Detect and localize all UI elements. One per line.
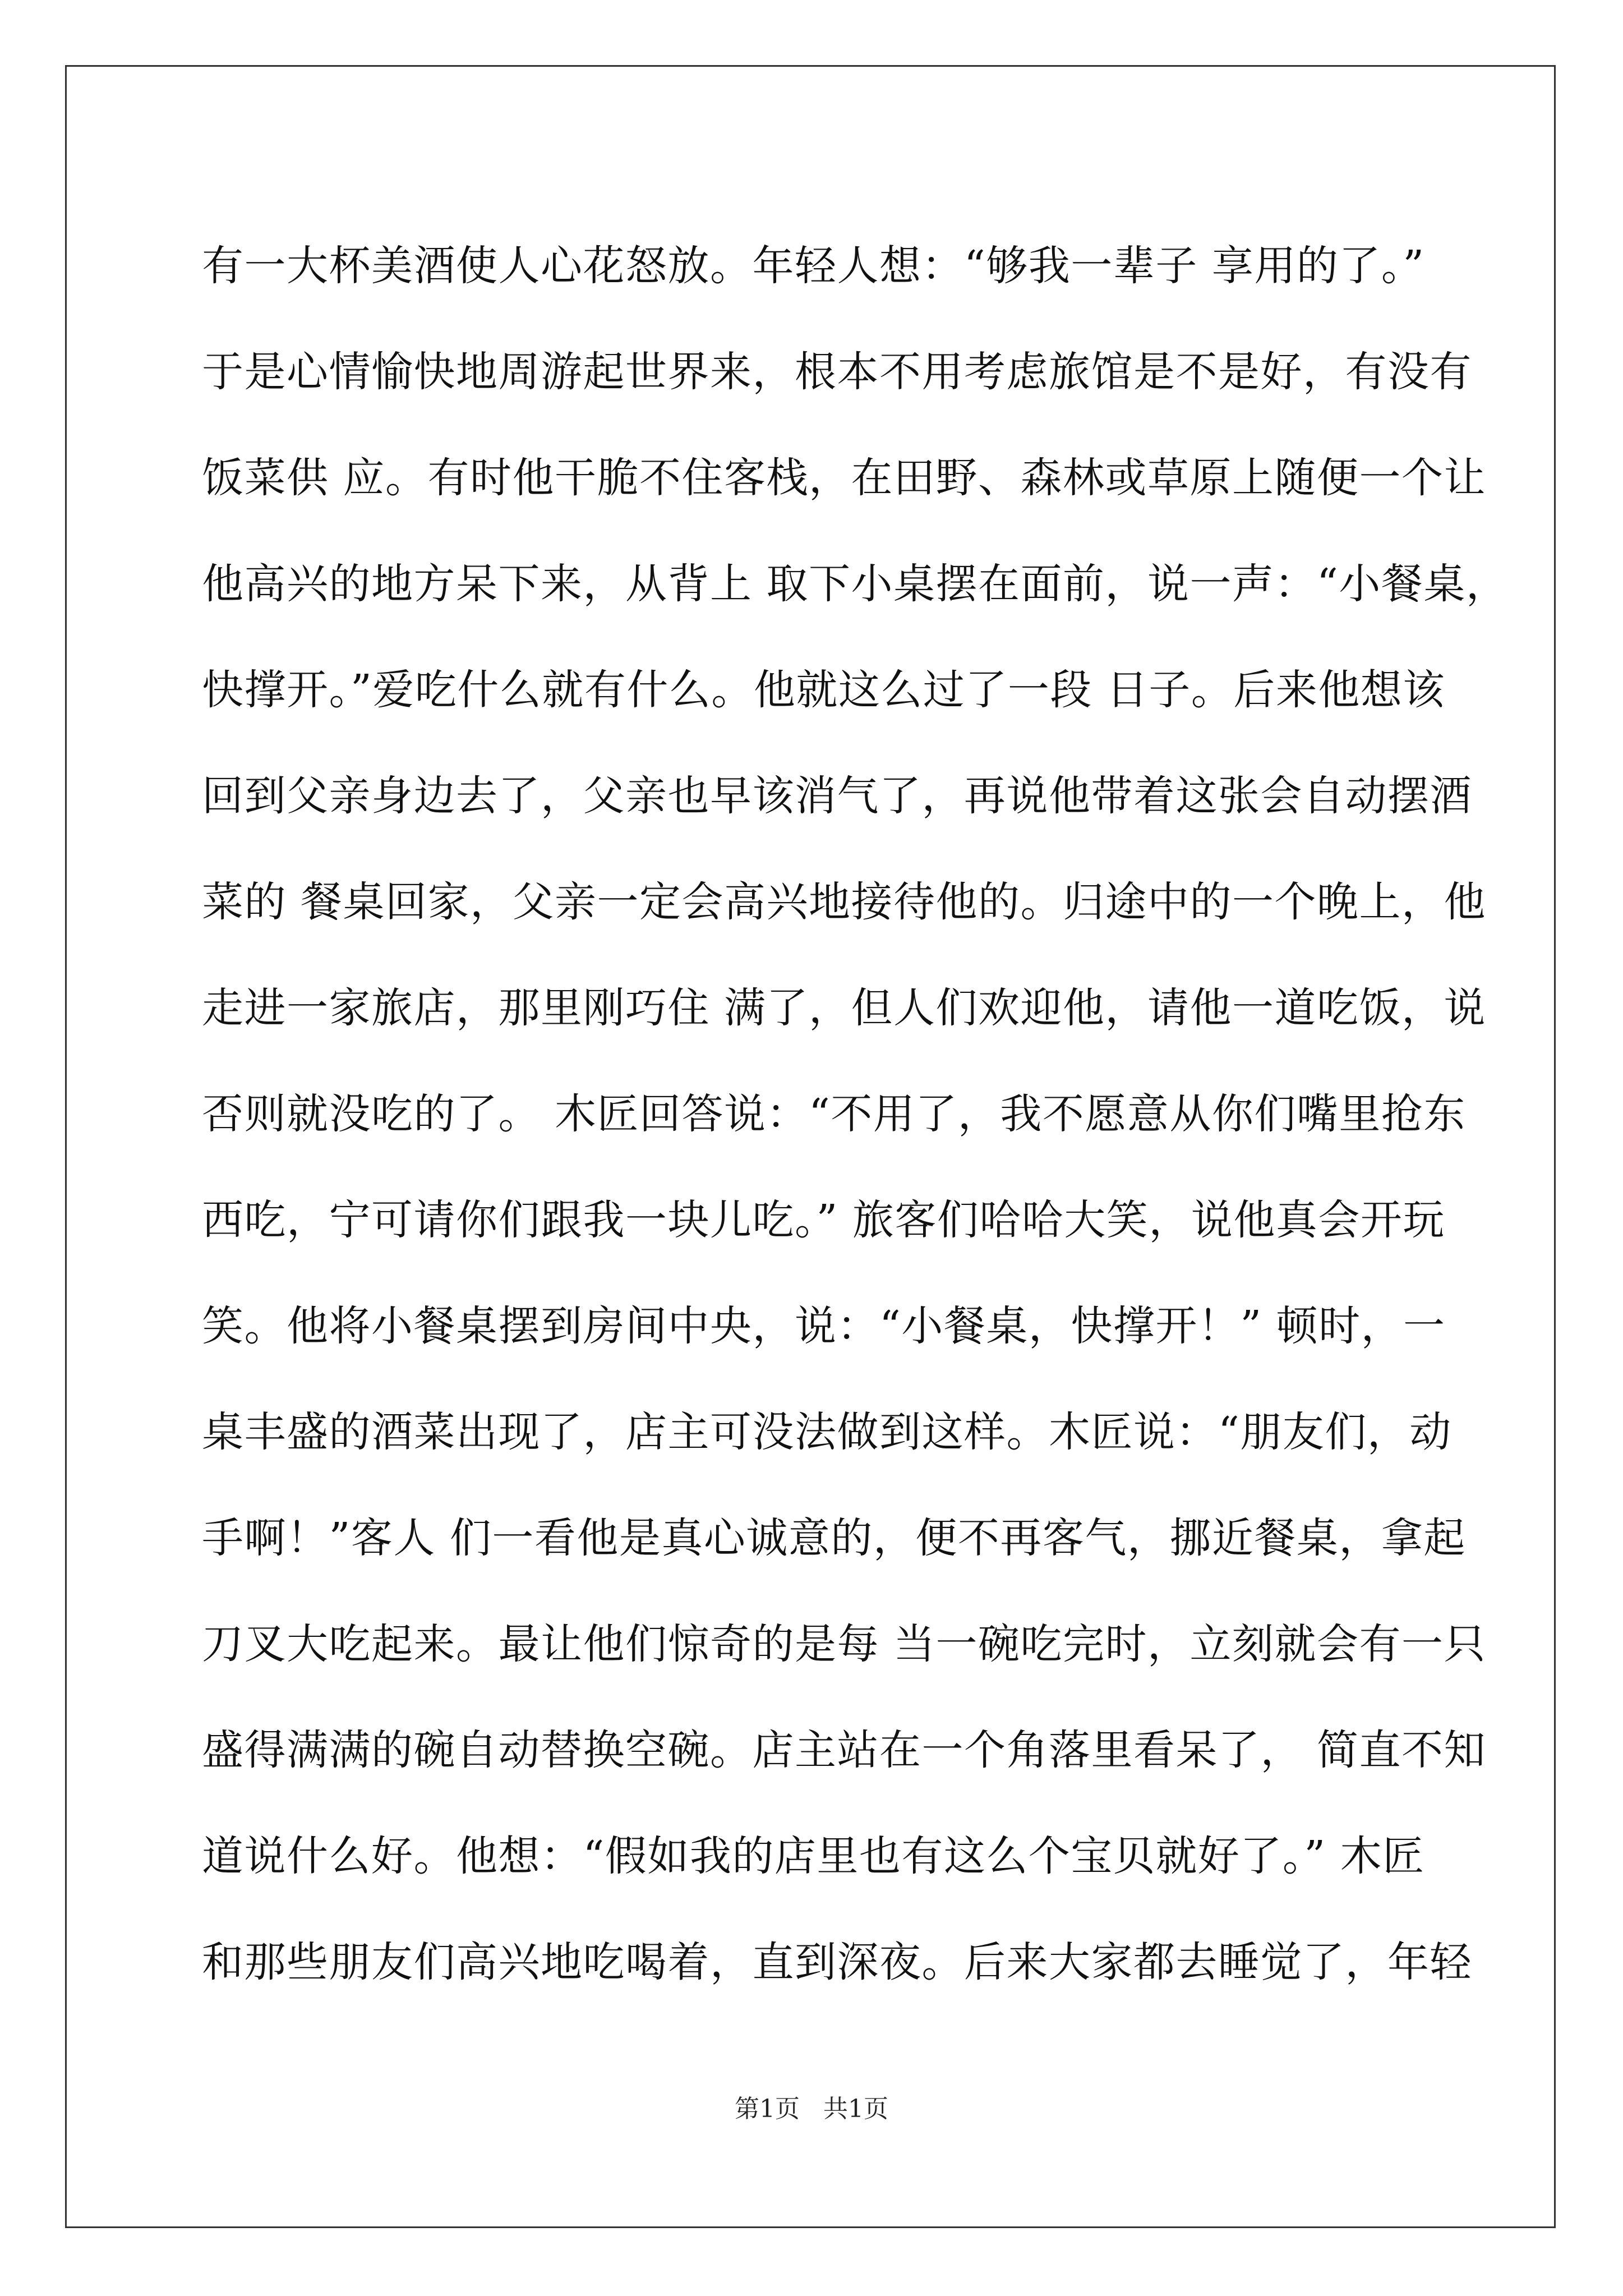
text-line: 和那些朋友们高兴地吃喝着，直到深夜。后来大家都去睡觉了，年轻 (202, 1938, 1472, 1986)
text-line: 菜的 餐桌回家，父亲一定会高兴地接待他的。归途中的一个晚上，他 (202, 878, 1487, 926)
document-body (202, 213, 1509, 2016)
text-line: 手啊！”客人 们一看他是真心诚意的，便不再客气，挪近餐桌，拿起 (202, 1514, 1466, 1562)
text-line: 笑。他将小餐桌摆到房间中央，说：“小餐桌，快撑开！” 顿时，一 (202, 1302, 1446, 1350)
page-number-footer: 第1页 共1页 (735, 2095, 888, 2123)
text-line: 回到父亲身边去了，父亲也早该消气了，再说他带着这张会自动摆酒 (202, 772, 1472, 820)
text-line: 饭菜供 应。有时他干脆不住客栈，在田野、森林或草原上随便一个让 (202, 454, 1487, 502)
text-line: 走进一家旅店，那里刚巧住 满了，但人们欢迎他，请他一道吃饭，说 (202, 984, 1487, 1032)
text-line: 于是心情愉快地周游起世界来，根本不用考虑旅馆是不是好，有没有 (202, 348, 1472, 396)
text-line: 西吃，宁可请你们跟我一块儿吃。” 旅客们哈哈大笑，说他真会开玩 (202, 1196, 1445, 1244)
text-line: 刀叉大吃起来。最让他们惊奇的是每 当一碗吃完时，立刻就会有一只 (202, 1620, 1487, 1668)
text-line: 有一大杯美酒使人心花怒放。年轻人想：“够我一辈子 享用的了。” (202, 242, 1425, 290)
text-line: 快撑开。”爱吃什么就有什么。他就这么过了一段 日子。后来他想该 (202, 666, 1445, 714)
text-line: 他高兴的地方呆下来，从背上 取下小桌摆在面前，说一声：“小餐桌， (202, 560, 1509, 608)
text-line: 桌丰盛的酒菜出现了，店主可没法做到这样。木匠说：“朋友们，动 (202, 1408, 1452, 1456)
text-line: 盛得满满的碗自动替换空碗。店主站在一个角落里看呆了， 简直不知 (202, 1726, 1487, 1774)
text-line: 否则就没吃的了。 木匠回答说：“不用了，我不愿意从你们嘴里抢东 (202, 1090, 1466, 1138)
text-line: 道说什么好。他想：“假如我的店里也有这么个宝贝就好了。” 木匠 (202, 1832, 1425, 1880)
